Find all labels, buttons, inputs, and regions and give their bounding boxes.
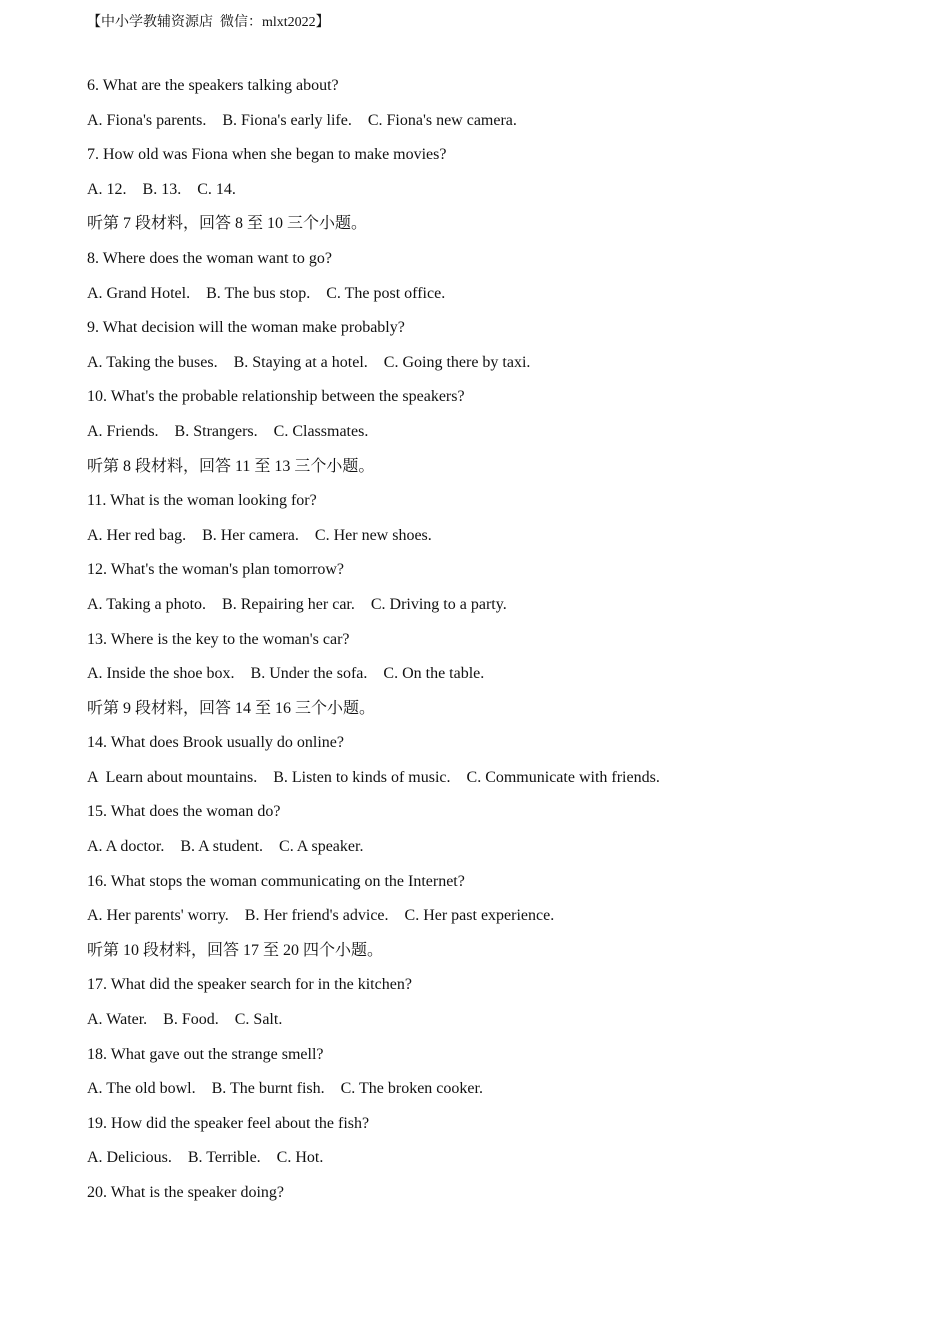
options-15: A. A doctor. B. A student. C. A speaker.	[87, 838, 364, 856]
options-14: A Learn about mountains. B. Listen to kinds of music. C. Communicate with friends.	[87, 768, 660, 786]
question-18: 18. What gave out the strange smell?	[87, 1045, 324, 1063]
options-10: A. Friends. B. Strangers. C. Classmates.	[87, 422, 369, 440]
options-17: A. Water. B. Food. C. Salt.	[87, 1011, 283, 1029]
options-7: A. 12. B. 13. C. 14.	[87, 180, 236, 198]
question-15: 15. What does the woman do?	[87, 803, 281, 821]
options-9: A. Taking the buses. B. Staying at a hotel. C. Going there by taxi.	[87, 353, 531, 371]
options-12: A. Taking a photo. B. Repairing her car. C. Driving to a party.	[87, 595, 507, 613]
document-body	[87, 73, 887, 1215]
question-9: 9. What decision will the woman make probably?	[87, 319, 405, 337]
question-7: 7. How old was Fiona when she began to make movies?	[87, 146, 447, 164]
options-13: A. Inside the shoe box. B. Under the sofa. C. On the table.	[87, 665, 485, 683]
options-16: A. Her parents' worry. B. Her friend's advice. C. Her past experience.	[87, 907, 555, 925]
page-header-watermark: 【中小学教辅资源店 微信：mlxt2022】	[87, 15, 330, 30]
question-6: 6. What are the speakers talking about?	[87, 77, 339, 94]
options-19: A. Delicious. B. Terrible. C. Hot.	[87, 1149, 324, 1167]
question-19: 19. How did the speaker feel about the fish?	[87, 1114, 370, 1132]
section-instruction-9: 听第 9 段材料，回答 14 至 16 三个小题。	[87, 699, 376, 717]
question-16: 16. What stops the woman communicating on the Internet?	[87, 872, 465, 890]
options-8: A. Grand Hotel. B. The bus stop. C. The post office.	[87, 284, 446, 302]
question-13: 13. Where is the key to the woman's car?	[87, 630, 350, 648]
options-18: A. The old bowl. B. The burnt fish. C. The broken cooker.	[87, 1080, 483, 1098]
question-12: 12. What's the woman's plan tomorrow?	[87, 561, 344, 579]
section-instruction-7: 听第 7 段材料，回答 8 至 10 三个小题。	[87, 215, 368, 233]
question-20: 20. What is the speaker doing?	[87, 1184, 284, 1201]
question-11: 11. What is the woman looking for?	[87, 492, 317, 510]
question-8: 8. Where does the woman want to go?	[87, 249, 332, 267]
question-17: 17. What did the speaker search for in the kitchen?	[87, 976, 412, 994]
options-11: A. Her red bag. B. Her camera. C. Her new shoes.	[87, 526, 432, 544]
question-14: 14. What does Brook usually do online?	[87, 734, 344, 752]
options-6: A. Fiona's parents. B. Fiona's early life. C. Fiona's new camera.	[87, 111, 517, 129]
question-10: 10. What's the probable relationship between the speakers?	[87, 388, 465, 406]
section-instruction-8: 听第 8 段材料，回答 11 至 13 三个小题。	[87, 457, 375, 475]
section-instruction-10: 听第 10 段材料，回答 17 至 20 四个小题。	[87, 941, 384, 959]
